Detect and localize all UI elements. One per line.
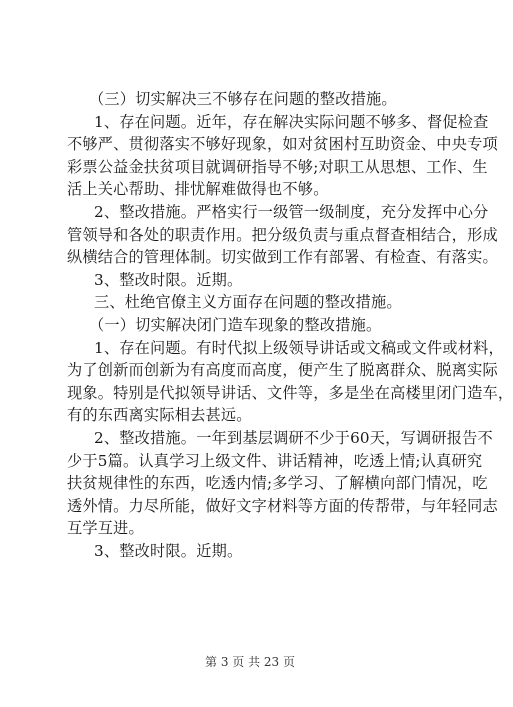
section-heading: （一）切实解决闭门造车现象的整改措施。: [89, 315, 382, 334]
paragraph-line: 彩票公益金扶贫项目就调研指导不够;对职工从思想、工作、生: [67, 157, 488, 176]
paragraph-line: 2、整改措施。严格实行一级管一级制度，充分发挥中心分: [94, 202, 489, 221]
paragraph-line: 活上关心帮助、排忧解难做得也不够。: [67, 180, 329, 199]
paragraph-line: 1、存在问题。有时代拟上级领导讲话或文稿或文件或材料，: [94, 338, 504, 357]
paragraph-line: 少于5篇。认真学习上级文件、讲话精神，吃透上情;认真研究: [67, 451, 483, 470]
paragraph-line: 透外情。力尽所能，做好文字材料等方面的传帮带，与年轻同志: [67, 496, 498, 515]
paragraph-line: 不够严、贯彻落实不够好现象，如对贫困村互助资金、中央专项: [67, 135, 498, 154]
document-body: [67, 88, 513, 562]
paragraph-line: 有的东西离实际相去甚远。: [67, 406, 252, 425]
section-heading: （三）切实解决三不够存在问题的整改措施。: [89, 90, 397, 108]
paragraph-line: 2、整改措施。一年到基层调研不少于60天，写调研报告不: [94, 428, 493, 447]
paragraph-line: 纵横结合的管理体制。切实做到工作有部署、有检查、有落实。: [67, 248, 498, 267]
paragraph-line: 为了创新而创新为有高度而高度，便产生了脱离群众、脱离实际: [67, 361, 498, 380]
section-heading: 三、杜绝官僚主义方面存在问题的整改措施。: [94, 293, 402, 312]
page-footer: 第 3 页 共 23 页: [205, 655, 295, 669]
paragraph-line: 3、整改时限。近期。: [94, 270, 243, 289]
paragraph-line: 1、存在问题。近年，存在解决实际问题不够多、督促检查: [94, 112, 489, 131]
paragraph-line: 互学互进。: [67, 519, 144, 538]
paragraph-line: 3、整改时限。近期。: [94, 541, 243, 560]
paragraph-line: 扶贫规律性的东西，吃透内情;多学习、了解横向部门情况，吃: [67, 474, 488, 493]
paragraph-line: 管领导和各处的职责作用。把分级负责与重点督查相结合，形成: [67, 225, 498, 244]
paragraph-line: 现象。特别是代拟领导讲话、文件等，多是坐在高楼里闭门造车，: [67, 383, 513, 402]
